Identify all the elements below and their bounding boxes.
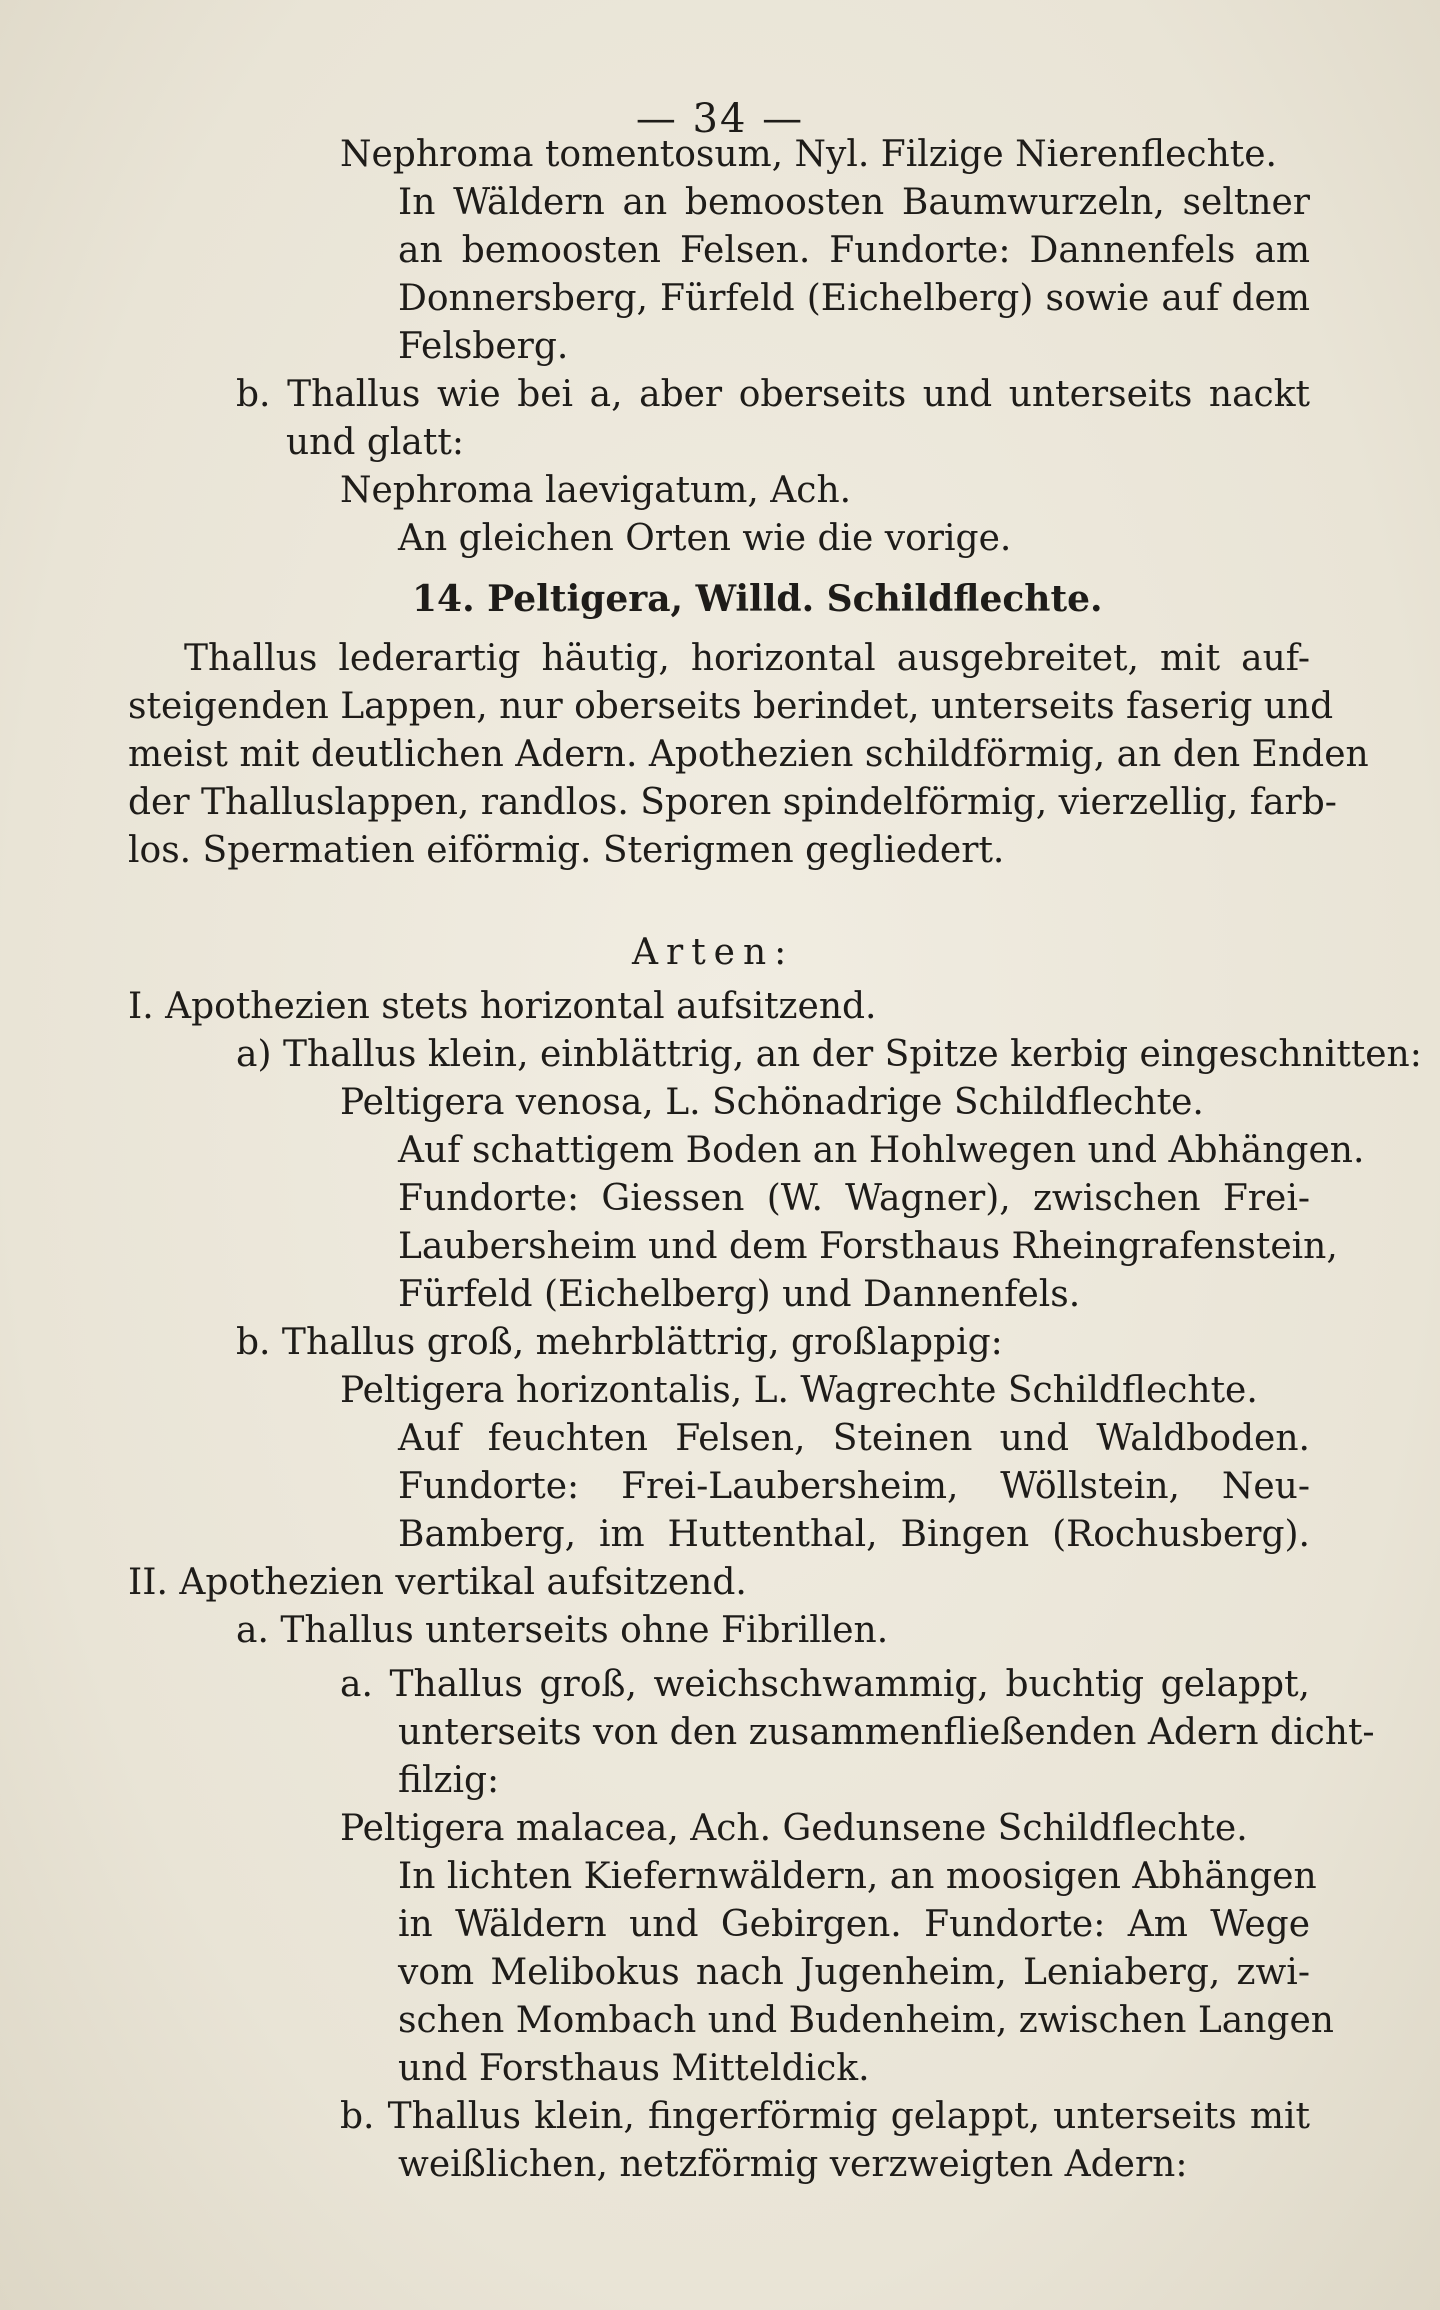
text-line: a. Thallus groß, weichschwammig, buchtig gelappt, <box>340 1664 1310 1705</box>
text-line: los. Spermatien eiförmig. Sterigmen gegliedert. <box>128 830 1005 871</box>
text-line: b. Thallus klein, fingerförmig gelappt, unterseits mit <box>340 2096 1310 2137</box>
text-line: und Forsthaus Mitteldick. <box>398 2048 870 2089</box>
text-line: Felsberg. <box>398 326 569 367</box>
text-line: An gleichen Orten wie die vorige. <box>398 518 1012 559</box>
text-line: In lichten Kiefernwäldern, an moosigen Abhängen <box>398 1856 1317 1897</box>
text-line: Donnersberg, Fürfeld (Eichelberg) sowie auf dem <box>398 278 1310 319</box>
text-line: Fürfeld (Eichelberg) und Dannenfels. <box>398 1274 1081 1315</box>
text-line: steigenden Lappen, nur oberseits berindet, unterseits faserig und <box>128 686 1334 727</box>
page-number: — 34 — <box>635 96 805 142</box>
text-line: unterseits von den zusammenfließenden Adern dicht- <box>398 1712 1375 1753</box>
text-line: vom Melibokus nach Jugenheim, Leniaberg, zwi- <box>398 1952 1310 1993</box>
text-line: a. Thallus unterseits ohne Fibrillen. <box>236 1610 889 1651</box>
text-line: und glatt: <box>286 422 464 463</box>
text-line: Thallus lederartig häutig, horizontal ausgebreitet, mit auf- <box>184 638 1310 679</box>
text-line: Auf feuchten Felsen, Steinen und Waldboden. <box>398 1418 1310 1459</box>
species-name: Nephroma laevigatum, Ach. <box>340 470 852 511</box>
text-line: b. Thallus wie bei a, aber oberseits und unterseits nackt <box>236 374 1310 415</box>
text-line: Bamberg, im Huttenthal, Bingen (Rochusberg). <box>398 1514 1310 1555</box>
text-line: a) Thallus klein, einblättrig, an der Spitze kerbig eingeschnitten: <box>236 1034 1422 1075</box>
text-line: der Thalluslappen, randlos. Sporen spindelförmig, vierzellig, farb- <box>128 782 1337 823</box>
section-heading-arten: Arten: <box>632 932 795 973</box>
species-name: Peltigera venosa, L. Schönadrige Schildflechte. <box>340 1082 1204 1123</box>
text-line: b. Thallus groß, mehrblättrig, großlappig: <box>236 1322 1003 1363</box>
species-name: Peltigera malacea, Ach. Gedunsene Schildflechte. <box>340 1808 1248 1849</box>
text-line: in Wäldern und Gebirgen. Fundorte: Am Wege <box>398 1904 1310 1945</box>
text-line: weißlichen, netzförmig verzweigten Adern: <box>398 2144 1188 2185</box>
text-line: an bemoosten Felsen. Fundorte: Dannenfels am <box>398 230 1310 271</box>
text-line: I. Apothezien stets horizontal aufsitzend. <box>128 986 877 1027</box>
genus-heading: 14. Peltigera, Willd. Schildflechte. <box>412 578 1103 620</box>
text-line: Laubersheim und dem Forsthaus Rheingrafenstein, <box>398 1226 1338 1267</box>
text-line: Fundorte: Giessen (W. Wagner), zwischen Frei- <box>398 1178 1310 1219</box>
text-line: filzig: <box>398 1760 500 1801</box>
text-line: Fundorte: Frei-Laubersheim, Wöllstein, Neu- <box>398 1466 1310 1507</box>
text-line: schen Mombach und Budenheim, zwischen Langen <box>398 2000 1334 2041</box>
text-line: In Wäldern an bemoosten Baumwurzeln, seltner <box>398 182 1310 223</box>
text-line: Nephroma tomentosum, Nyl. Filzige Nierenflechte. <box>340 134 1277 175</box>
text-line: II. Apothezien vertikal aufsitzend. <box>128 1562 747 1603</box>
species-name: Peltigera horizontalis, L. Wagrechte Schildflechte. <box>340 1370 1258 1411</box>
text-line: Auf schattigem Boden an Hohlwegen und Abhängen. <box>398 1130 1365 1171</box>
text-line: meist mit deutlichen Adern. Apothezien schildförmig, an den Enden <box>128 734 1369 775</box>
